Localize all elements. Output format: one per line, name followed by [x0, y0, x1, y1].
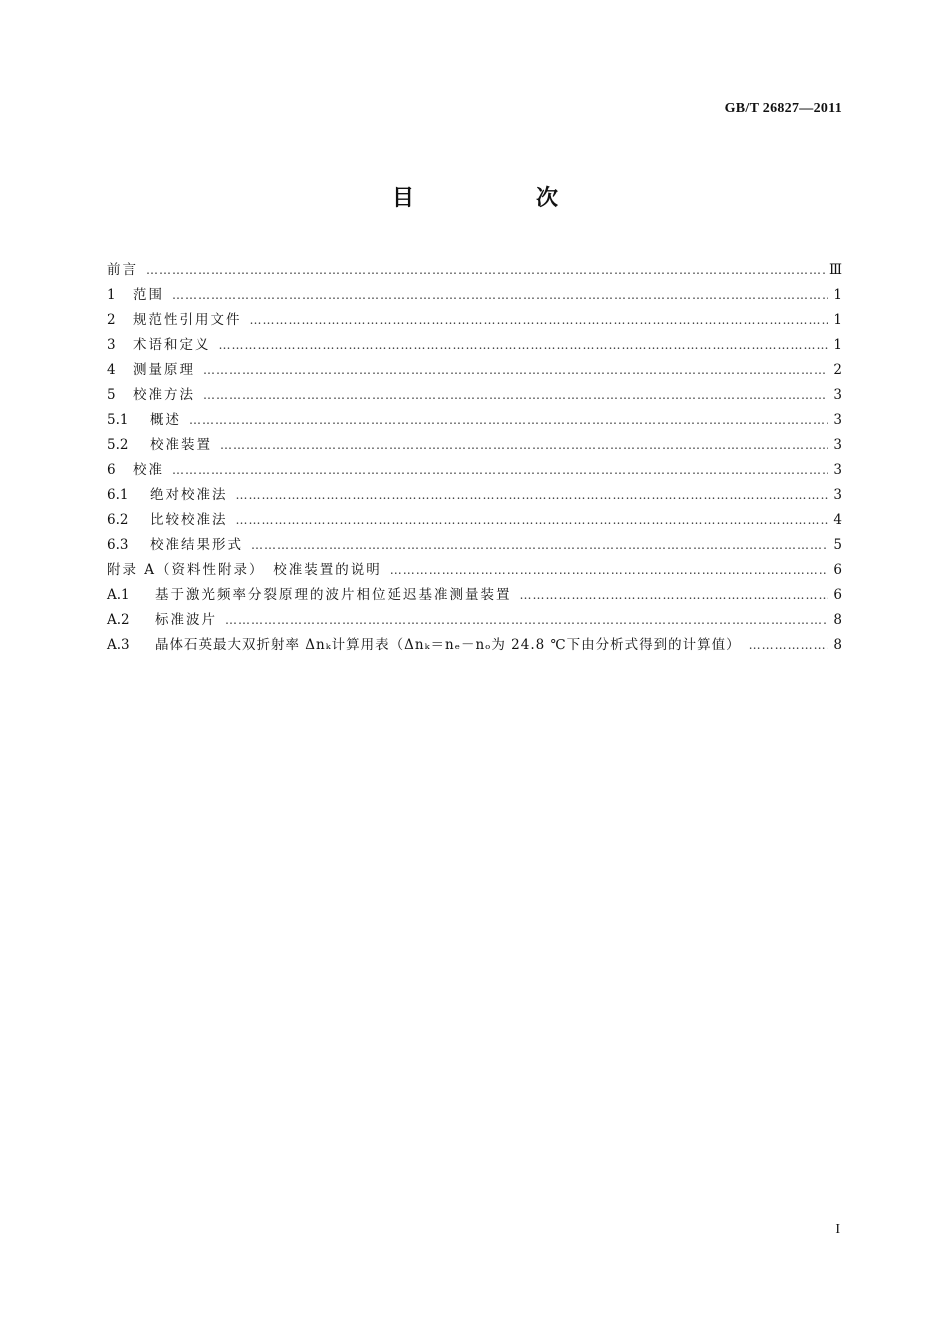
toc-leader-dots: [146, 258, 825, 283]
toc-entry-page: 1: [833, 337, 842, 353]
toc-entry-annex-a[interactable]: [107, 558, 842, 583]
toc-entry-3[interactable]: [107, 333, 842, 358]
toc-entry-number: A.1: [107, 587, 130, 603]
standard-code: GB/T 26827—2011: [724, 101, 842, 116]
toc-leader-dots: [236, 483, 829, 508]
toc-entry-page: 8: [833, 637, 842, 653]
toc-entry-5-1[interactable]: [107, 408, 842, 433]
toc-entry-page: 1: [833, 312, 842, 328]
toc-entry-label: 校准: [133, 462, 164, 478]
toc-entry-1[interactable]: [107, 283, 842, 308]
toc-leader-dots: [220, 433, 828, 458]
toc-entry-label: 规范性引用文件: [133, 312, 242, 328]
toc-entry-a-3[interactable]: [107, 633, 842, 658]
toc-entry-label: 附录 A（资料性附录） 校准装置的说明: [107, 562, 382, 578]
toc-entry-page: 3: [833, 387, 842, 403]
toc-entry-label: 比较校准法: [150, 512, 228, 528]
toc-entry-a-2[interactable]: [107, 608, 842, 633]
toc-entry-label: 校准装置: [150, 437, 212, 453]
toc-entry-4[interactable]: [107, 358, 842, 383]
page-title: 目 次: [391, 186, 608, 211]
toc-entry-label: 标准波片: [155, 612, 217, 628]
toc-entry-page: 3: [833, 487, 842, 503]
toc-entry-page: 6: [833, 587, 842, 603]
toc-entry-label: 校准结果形式: [150, 537, 243, 553]
toc-leader-dots: [225, 608, 828, 633]
toc-leader-dots: [390, 558, 828, 583]
toc-entry-number: 6: [107, 462, 116, 478]
toc-entry-page: 5: [833, 537, 842, 553]
toc-leader-dots: [189, 408, 828, 433]
toc-entry-number: A.3: [107, 637, 130, 653]
toc-leader-dots: [172, 283, 828, 308]
toc-entry-label: 范围: [133, 287, 164, 303]
toc-entry-label: 概述: [150, 412, 181, 428]
toc-entry-a-1[interactable]: [107, 583, 842, 608]
toc-entry-number: 6.2: [107, 512, 129, 528]
toc-leader-dots: [251, 533, 828, 558]
toc-entry-label: 前言: [107, 262, 138, 278]
toc-entry-6-3[interactable]: [107, 533, 842, 558]
toc-entry-number: 5: [107, 387, 116, 403]
toc-entry-label: 术语和定义: [133, 337, 211, 353]
toc-entry-label: 晶体石英最大双折射率 Δnₖ计算用表（Δnₖ＝nₑ－nₒ为 24.8 ℃下由分析式得到的计算值）: [155, 637, 741, 653]
toc-entry-5-2[interactable]: [107, 433, 842, 458]
toc-leader-dots: [219, 333, 829, 358]
toc-entry-page: 8: [833, 612, 842, 628]
toc-leader-dots: [236, 508, 829, 533]
toc-leader-dots: [172, 458, 828, 483]
toc-entry-page: 4: [833, 512, 842, 528]
toc-entry-page: Ⅲ: [828, 262, 842, 278]
toc-entry-number: 5.2: [107, 437, 129, 453]
toc-leader-dots: [203, 358, 828, 383]
toc-entry-number: 3: [107, 337, 116, 353]
toc-entry-number: 2: [107, 312, 116, 328]
toc-entry-label: 校准方法: [133, 387, 195, 403]
toc-entry-page: 3: [833, 462, 842, 478]
toc-leader-dots: [520, 583, 829, 608]
toc-entry-page: 3: [833, 437, 842, 453]
toc-entry-page: 3: [833, 412, 842, 428]
toc-entry-page: 2: [833, 362, 842, 378]
toc-leader-dots: [749, 633, 828, 658]
toc-entry-label: 绝对校准法: [150, 487, 228, 503]
toc-entry-label: 测量原理: [133, 362, 195, 378]
toc-entry-6-1[interactable]: [107, 483, 842, 508]
toc-entry-6-2[interactable]: [107, 508, 842, 533]
toc-entry-6[interactable]: [107, 458, 842, 483]
toc-entry-label: 基于激光频率分裂原理的波片相位延迟基准测量装置: [155, 587, 512, 603]
table-of-contents: [107, 258, 842, 658]
toc-entry-number: 5.1: [107, 412, 129, 428]
toc-entry-number: 6.3: [107, 537, 129, 553]
toc-entry-page: 6: [833, 562, 842, 578]
toc-entry-number: 1: [107, 287, 116, 303]
toc-entry-number: 4: [107, 362, 116, 378]
toc-leader-dots: [250, 308, 829, 333]
page-number: I: [835, 1222, 840, 1237]
toc-entry-page: 1: [833, 287, 842, 303]
toc-leader-dots: [203, 383, 828, 408]
toc-entry-number: 6.1: [107, 487, 129, 503]
toc-entry-2[interactable]: [107, 308, 842, 333]
toc-entry-foreword[interactable]: [107, 258, 842, 283]
toc-entry-5[interactable]: [107, 383, 842, 408]
toc-entry-number: A.2: [107, 612, 130, 628]
